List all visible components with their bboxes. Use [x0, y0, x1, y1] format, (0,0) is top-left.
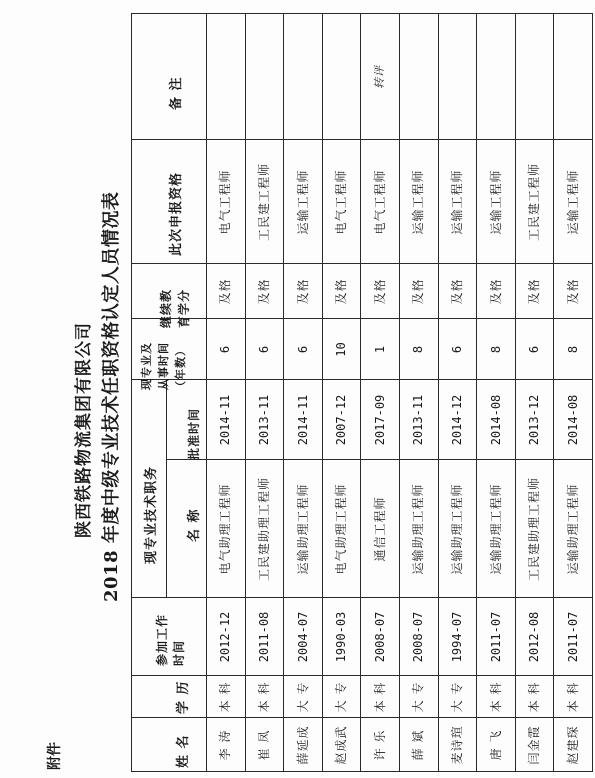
cell-credit: 及格: [218, 278, 232, 305]
row-divider: [476, 14, 477, 772]
cell-years: 6: [450, 345, 464, 354]
cell-name: 薛 斌: [411, 729, 425, 761]
cell-post-date: 2014-08: [489, 394, 503, 446]
cell-years: 6: [527, 345, 541, 354]
cell-name: 薛延成: [296, 725, 310, 765]
row-divider: [438, 14, 439, 772]
table-border-top: [131, 14, 132, 772]
cell-education: 本 科: [489, 681, 503, 713]
header-post-name: 名 称: [187, 508, 202, 542]
cell-apply: 电气工程师: [334, 169, 348, 235]
cell-post-date: 2013-12: [527, 394, 541, 446]
cell-years: 6: [218, 345, 232, 354]
cell-name: 李 涛: [218, 729, 232, 761]
cell-work-start: 1994-07: [450, 611, 464, 663]
table-title: 2018 年度中级专业技术任职资格认定人员情况表: [101, 191, 122, 602]
header-education: 学 历: [176, 680, 191, 714]
cell-years: 8: [566, 345, 580, 354]
company-title: 陕西铁路物流集团有限公司: [74, 322, 94, 538]
cell-credit: 及格: [257, 278, 271, 305]
column-divider: [131, 263, 592, 264]
column-divider: [131, 139, 592, 140]
cell-apply: 运输工程师: [411, 169, 425, 235]
cell-work-start: 2012-12: [218, 611, 232, 663]
cell-credit: 及格: [450, 278, 464, 305]
header-name: 姓 名: [176, 734, 191, 768]
cell-post-name: 运输助理工程师: [489, 483, 503, 575]
cell-credit: 及格: [566, 278, 580, 305]
cell-apply: 工民建工程师: [527, 163, 541, 242]
cell-remark: 转评: [373, 65, 386, 89]
cell-post-date: 2014-08: [566, 394, 580, 446]
cell-name: 赵建琛: [566, 725, 580, 765]
cell-name: 唐 飞: [489, 729, 503, 761]
cell-post-name: 电气助理工程师: [218, 483, 232, 575]
cell-name: 麦诗瑄: [450, 725, 464, 765]
cell-credit: 及格: [296, 278, 310, 305]
row-divider: [515, 14, 516, 772]
cell-work-start: 2008-07: [411, 611, 425, 663]
cell-credit: 及格: [334, 278, 348, 305]
cell-post-date: 2014-11: [218, 394, 232, 446]
cell-years: 8: [411, 345, 425, 354]
cell-education: 本 科: [257, 681, 271, 713]
table-border-bottom: [592, 13, 593, 772]
cell-years: 8: [489, 345, 503, 354]
cell-apply: 工民建工程师: [257, 163, 271, 242]
cell-work-start: 2011-08: [257, 611, 271, 663]
cell-name: 闫金霞: [527, 725, 541, 765]
cell-education: 大 专: [296, 681, 310, 713]
row-divider: [245, 14, 246, 772]
cell-name: 许 乐: [373, 729, 387, 761]
header-divider: [206, 14, 207, 772]
cell-name: 赵成武: [334, 725, 348, 765]
cell-apply: 运输工程师: [566, 169, 580, 235]
cell-work-start: 2008-07: [373, 611, 387, 663]
cell-post-name: 工民建助理工程师: [257, 477, 271, 582]
cell-credit: 及格: [411, 278, 425, 305]
column-divider: [131, 597, 592, 598]
row-divider: [360, 14, 361, 772]
cell-post-date: 2013-11: [411, 394, 425, 446]
cell-post-name: 运输助理工程师: [450, 483, 464, 575]
row-divider: [283, 14, 284, 772]
column-divider: [131, 771, 592, 772]
header-apply: 此次申报资格: [169, 171, 184, 256]
cell-years: 6: [296, 345, 310, 354]
cell-apply: 电气工程师: [218, 169, 232, 235]
header-edu-line2: 育学分: [177, 288, 191, 328]
cell-years: 1: [373, 345, 387, 354]
cell-years: 10: [334, 342, 348, 357]
cell-post-name: 通信工程师: [373, 496, 387, 562]
cell-post-name: 工民建助理工程师: [527, 477, 541, 582]
cell-post-date: 2013-11: [257, 394, 271, 446]
header-years-line3: （年数）: [174, 344, 187, 392]
header-post-date: 批准时间: [187, 407, 201, 460]
header-years-line1: 现专业及: [140, 342, 153, 390]
cell-post-name: 运输助理工程师: [566, 483, 580, 575]
cell-post-name: 电气助理工程师: [334, 483, 348, 575]
cell-name: 崔 凤: [257, 729, 271, 761]
cell-post-date: 2007-12: [334, 394, 348, 446]
row-divider: [322, 14, 323, 772]
cell-post-date: 2014-12: [450, 394, 464, 446]
cell-apply: 运输工程师: [296, 169, 310, 235]
header-remark: 备 注: [169, 76, 184, 110]
cell-apply: 电气工程师: [373, 169, 387, 235]
attachment-label: 附件: [47, 742, 63, 770]
row-divider: [553, 14, 554, 772]
cell-education: 本 科: [527, 681, 541, 713]
column-divider: [131, 675, 592, 676]
cell-credit: 及格: [489, 278, 503, 305]
cell-post-date: 2014-11: [296, 394, 310, 446]
cell-education: 大 专: [411, 681, 425, 713]
header-edu-line1: 继续教: [159, 288, 173, 328]
cell-years: 6: [257, 345, 271, 354]
column-divider: [131, 379, 592, 380]
column-divider: [131, 318, 592, 319]
cell-education: 本 科: [373, 681, 387, 713]
cell-post-name: 运输助理工程师: [411, 483, 425, 575]
cell-apply: 运输工程师: [489, 169, 503, 235]
header-work-start: 参加工作时间: [155, 613, 186, 666]
column-divider: [131, 717, 592, 718]
cell-education: 大 专: [334, 681, 348, 713]
cell-work-start: 2012-08: [527, 611, 541, 663]
cell-education: 本 科: [218, 681, 232, 713]
column-divider: [131, 13, 592, 14]
row-divider: [399, 14, 400, 772]
cell-apply: 运输工程师: [450, 169, 464, 235]
cell-work-start: 2011-07: [566, 611, 580, 663]
cell-credit: 及格: [527, 278, 541, 305]
header-current-post: 现专业技术职务: [144, 465, 159, 564]
cell-credit: 及格: [373, 278, 387, 305]
cell-education: 本 科: [566, 681, 580, 713]
cell-work-start: 2011-07: [489, 611, 503, 663]
post-header-divider: [166, 380, 167, 598]
cell-post-date: 2017-09: [373, 394, 387, 446]
header-years-line2: 从事时间: [157, 342, 170, 390]
cell-work-start: 1990-03: [334, 611, 348, 663]
cell-post-name: 运输助理工程师: [296, 483, 310, 575]
cell-education: 大 专: [450, 681, 464, 713]
cell-work-start: 2004-07: [296, 611, 310, 663]
